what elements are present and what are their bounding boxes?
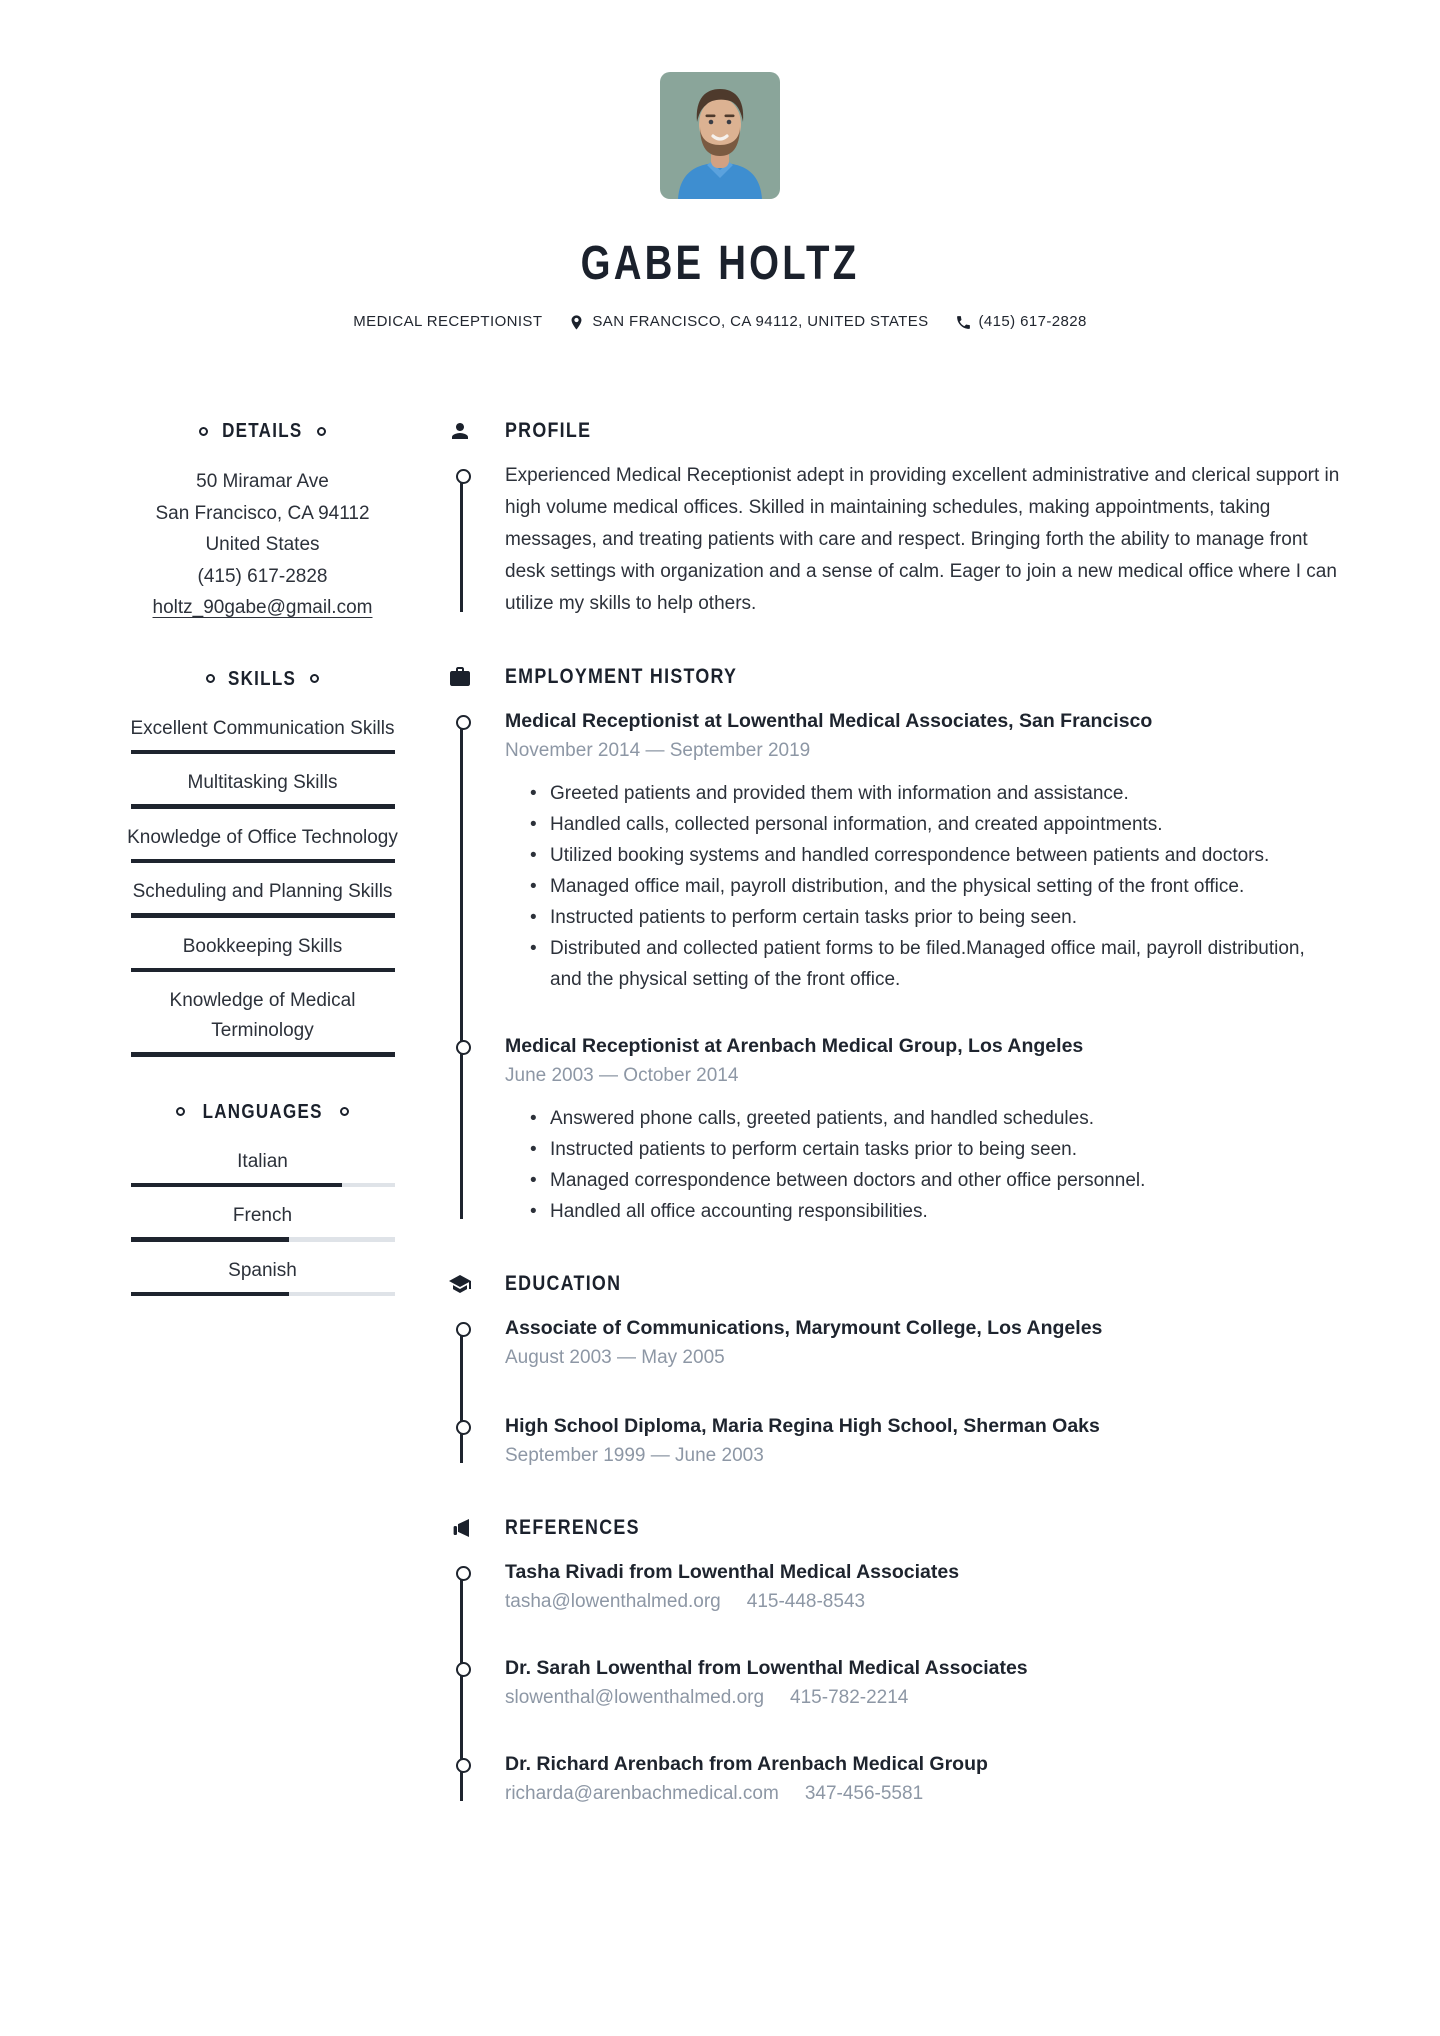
ring-icon xyxy=(317,427,326,436)
contact-line xyxy=(100,311,1340,333)
reference-name: Tasha Rivadi from Lowenthal Medical Associates xyxy=(505,1561,960,1583)
language-bar xyxy=(131,1237,395,1242)
language-item xyxy=(100,1256,425,1297)
employment-heading xyxy=(444,664,1340,690)
bullet-item: • Distributed and collected patient forms to be filed.Managed office mail, payroll distribution, and the physical setting of the front office. xyxy=(505,933,1340,995)
language-item xyxy=(100,1147,425,1188)
profile-entry xyxy=(505,460,1340,620)
skill-bar-fill xyxy=(131,750,395,755)
language-item xyxy=(100,1201,425,1242)
ring-icon xyxy=(206,674,215,683)
resume-header xyxy=(100,72,1340,333)
education-entry xyxy=(505,1313,1340,1373)
bullet-item: • Utilized booking systems and handled correspondence between patients and doctors. xyxy=(505,840,1340,871)
skills-section xyxy=(100,666,425,1057)
job-title: Medical Receptionist at Lowenthal Medical Associates, San Francisco xyxy=(505,710,1153,732)
details-section xyxy=(100,418,425,624)
language-label: Italian xyxy=(237,1150,288,1172)
skill-item xyxy=(100,986,425,1057)
reference-phone: 415-448-8543 xyxy=(746,1591,866,1612)
job-dates: June 2003 — October 2014 xyxy=(505,1065,739,1086)
language-bar xyxy=(131,1292,395,1297)
details-email xyxy=(100,592,425,624)
languages-heading xyxy=(100,1099,425,1125)
sidebar xyxy=(100,418,425,1338)
skill-bar-fill xyxy=(131,804,395,809)
phone-icon xyxy=(955,314,972,331)
profile-title: PROFILE xyxy=(505,419,592,442)
reference-phone: 347-456-5581 xyxy=(804,1783,924,1804)
skill-bar-fill xyxy=(131,968,395,973)
skill-bar-fill xyxy=(131,859,395,864)
education-title: EDUCATION xyxy=(505,1272,622,1295)
skill-label: Excellent Communication Skills xyxy=(130,717,395,739)
job-title: Medical Receptionist at Arenbach Medical Group, Los Angeles xyxy=(505,1035,1084,1057)
languages-section xyxy=(100,1099,425,1297)
skill-item xyxy=(100,877,425,918)
bullet-item: • Managed correspondence between doctors and other office personnel. xyxy=(505,1165,1340,1196)
skill-bar xyxy=(131,913,395,918)
ring-icon xyxy=(199,427,208,436)
profile-photo xyxy=(660,72,780,199)
job-entry xyxy=(505,1031,1340,1227)
skill-label: Knowledge of Medical Terminology xyxy=(169,990,356,1041)
location-text: SAN FRANCISCO, CA 94112, UNITED STATES xyxy=(592,313,929,330)
reference-contact xyxy=(505,1683,1340,1713)
education-degree: High School Diploma, Maria Regina High School, Sherman Oaks xyxy=(505,1415,1100,1437)
reference-phone: 415-782-2214 xyxy=(790,1687,909,1708)
main-column xyxy=(444,418,1340,1853)
bullet-item: • Managed office mail, payroll distribution, and the physical setting of the front office. xyxy=(505,871,1340,902)
skills-title: SKILLS xyxy=(228,667,297,690)
profile-heading xyxy=(444,418,1340,444)
profile-text: Experienced Medical Receptionist adept in providing excellent administrative and clerical support in high volume medical offices. Skilled in maintaining schedules, making appointments, taking messages, and treating patients with care and respect. Bringing forth the ability to manage front desk settings with organization and a sense of calm. Eager to join a new medical office where I can utilize my skills to help others. xyxy=(505,465,1340,614)
education-heading xyxy=(444,1271,1340,1297)
phone-item xyxy=(955,311,1087,333)
education-section xyxy=(444,1271,1340,1471)
references-heading xyxy=(444,1515,1340,1541)
details-title: DETAILS xyxy=(222,420,303,442)
skill-label: Bookkeeping Skills xyxy=(182,935,343,957)
job-entry xyxy=(505,706,1340,995)
references-title: REFERENCES xyxy=(505,1516,640,1539)
bullet-item: • Instructed patients to perform certain tasks prior to being seen. xyxy=(505,1134,1340,1165)
skill-item xyxy=(100,714,425,755)
bullet-item: • Answered phone calls, greeted patients, and handled schedules. xyxy=(505,1103,1340,1134)
details-phone: (415) 617-2828 xyxy=(197,565,328,587)
employment-title: EMPLOYMENT HISTORY xyxy=(505,665,738,688)
profile-section xyxy=(444,418,1340,620)
address-line-2: San Francisco, CA 94112 xyxy=(155,502,370,524)
language-bar-fill xyxy=(131,1183,342,1188)
address-line-1: 50 Miramar Ave xyxy=(196,471,329,492)
job-bullets xyxy=(505,778,1340,995)
reference-entry xyxy=(505,1749,1340,1809)
reference-name: Dr. Richard Arenbach from Arenbach Medical Group xyxy=(505,1753,988,1775)
details-heading xyxy=(100,418,425,444)
bullet-item: • Instructed patients to perform certain tasks prior to being seen. xyxy=(505,902,1340,933)
education-entry xyxy=(505,1411,1340,1471)
ring-icon xyxy=(340,1107,349,1116)
timeline-line xyxy=(460,474,463,612)
phone-text: (415) 617-2828 xyxy=(978,313,1087,330)
skill-label: Scheduling and Planning Skills xyxy=(132,881,393,902)
bullet-item: • Handled all office accounting responsibilities. xyxy=(505,1196,1340,1227)
reference-entry xyxy=(505,1557,1340,1617)
briefcase-icon xyxy=(448,665,472,689)
job-bullets xyxy=(505,1103,1340,1227)
reference-entry xyxy=(505,1653,1340,1713)
references-section xyxy=(444,1515,1340,1809)
education-dates: August 2003 — May 2005 xyxy=(505,1347,725,1368)
reference-email: slowenthal@lowenthalmed.org xyxy=(505,1687,765,1708)
location-item xyxy=(568,311,928,333)
timeline-line xyxy=(460,720,463,1219)
employment-section xyxy=(444,664,1340,1227)
job-title: MEDICAL RECEPTIONIST xyxy=(353,313,543,330)
language-label: Spanish xyxy=(228,1259,297,1281)
skill-item xyxy=(100,932,425,973)
skill-bar xyxy=(131,804,395,809)
languages-title: LANGUAGES xyxy=(202,1100,323,1123)
graduation-cap-icon xyxy=(448,1272,472,1296)
reference-name: Dr. Sarah Lowenthal from Lowenthal Medical Associates xyxy=(505,1657,1028,1679)
reference-email: tasha@lowenthalmed.org xyxy=(505,1591,721,1612)
skill-item xyxy=(100,768,425,809)
skill-item xyxy=(100,823,425,864)
skill-label: Multitasking Skills xyxy=(187,772,338,793)
skill-bar-fill xyxy=(131,1052,395,1057)
ring-icon xyxy=(176,1107,185,1116)
person-icon xyxy=(448,419,472,443)
skill-label: Knowledge of Office Technology xyxy=(127,826,398,848)
ring-icon xyxy=(310,674,319,683)
map-pin-icon xyxy=(568,314,585,331)
language-bar-fill xyxy=(131,1292,289,1297)
language-bar xyxy=(131,1183,395,1188)
skills-heading xyxy=(100,666,425,692)
candidate-name: GABE HOLTZ xyxy=(580,237,860,290)
skill-bar xyxy=(131,859,395,864)
megaphone-icon xyxy=(448,1516,472,1540)
timeline-line xyxy=(460,1327,463,1463)
skill-bar xyxy=(131,1052,395,1057)
reference-contact xyxy=(505,1779,1340,1809)
address-country: United States xyxy=(205,534,320,555)
job-dates: November 2014 — September 2019 xyxy=(505,740,811,761)
skill-bar-fill xyxy=(131,913,395,918)
reference-contact xyxy=(505,1587,1340,1617)
headshot-illustration xyxy=(660,72,780,199)
skill-bar xyxy=(131,968,395,973)
education-dates: September 1999 — June 2003 xyxy=(505,1445,764,1466)
language-label: French xyxy=(232,1205,293,1226)
bullet-item: • Handled calls, collected personal information, and created appointments. xyxy=(505,809,1340,840)
education-degree: Associate of Communications, Marymount College, Los Angeles xyxy=(505,1317,1103,1339)
email-link[interactable]: holtz_90gabe@gmail.com xyxy=(152,597,373,618)
bullet-item: • Greeted patients and provided them with information and assistance. xyxy=(505,778,1340,809)
skill-bar xyxy=(131,750,395,755)
language-bar-fill xyxy=(131,1237,289,1242)
reference-email: richarda@arenbachmedical.com xyxy=(505,1783,779,1804)
